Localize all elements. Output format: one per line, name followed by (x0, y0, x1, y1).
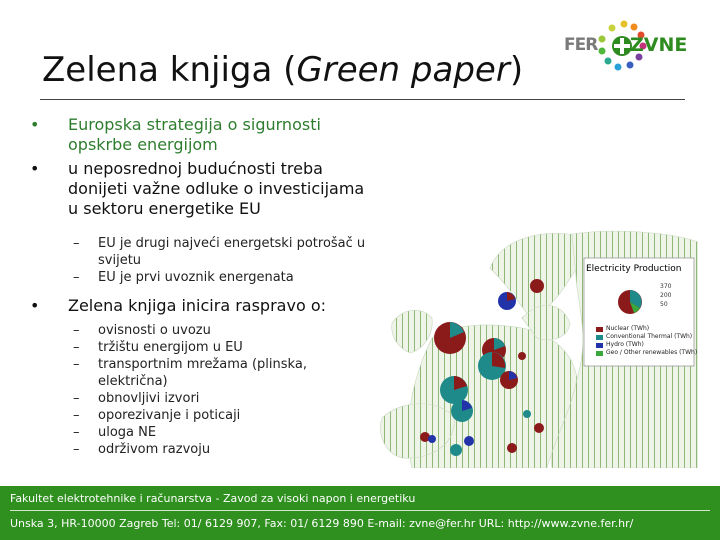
subbullet-text: obnovljivi izvori (98, 391, 200, 406)
subbullet-text: EU je drugi najveći energetski potrošač u (98, 236, 366, 251)
subbullet-text: ovisnosti o uvozu (98, 323, 211, 338)
footer-bar (0, 486, 720, 540)
bullet-item (30, 115, 375, 155)
bullet-text: Europska strategija o sigurnosti (68, 115, 321, 134)
bullet-marker: • (30, 296, 40, 315)
bullet-text: u neposrednoj budućnosti treba (68, 159, 323, 178)
legend-item: Hydro (TWh) (606, 341, 644, 348)
dash-marker: – (73, 442, 80, 457)
subbullet-text: EU je prvi uvoznik energenata (98, 270, 294, 285)
subbullet-text: oporezivanje i poticaji (98, 408, 241, 423)
slide-content (30, 115, 375, 458)
bullet-text: Zelena knjiga inicira raspravo o: (68, 296, 326, 315)
pie-marker (530, 279, 544, 293)
footer-institution: Fakultet elektrotehnike i računarstva - Zavod za visoki napon i energetiku (10, 492, 416, 505)
subbullet-item (30, 322, 375, 339)
pie-marker (518, 352, 526, 360)
pie-marker (428, 435, 436, 443)
bullet-item (30, 159, 375, 219)
bullet-marker: • (30, 159, 40, 178)
pie-marker (534, 423, 544, 433)
legend-scale-label: 50 (660, 301, 668, 308)
subbullet-item (30, 407, 375, 424)
dash-marker: – (73, 425, 80, 440)
fer-zvne-logo (560, 18, 690, 74)
pie-marker (440, 376, 468, 404)
bullet-text: donijeti važne odluke o investicijama (68, 179, 365, 198)
dash-marker: – (73, 270, 80, 285)
footer-divider (10, 510, 710, 511)
pie-marker (450, 444, 462, 456)
pie-marker (507, 443, 517, 453)
bullet-text: opskrbe energijom (68, 135, 218, 154)
pie-marker (451, 400, 473, 422)
subbullet-text: svijetu (98, 253, 142, 268)
dash-marker: – (73, 236, 80, 251)
europe-electricity-map (372, 228, 698, 468)
pie-marker (464, 436, 474, 446)
subbullet-text: uloga NE (98, 425, 157, 440)
dash-marker: – (73, 408, 80, 423)
legend-scale-label: 200 (660, 292, 672, 299)
pie-marker (523, 410, 531, 418)
subbullet-text: održivom razvoju (98, 442, 211, 457)
subbullet-item (30, 441, 375, 458)
bullet-marker: • (30, 115, 40, 134)
title-divider (40, 99, 685, 100)
legend-item: Geo / Other renewables (TWh) (606, 349, 698, 356)
legend-scale-label: 370 (660, 283, 672, 290)
slide-title (42, 50, 523, 90)
logo-zvne-text: ZVNE (630, 34, 688, 56)
title-end: ) (509, 50, 524, 90)
dash-marker: – (73, 340, 80, 355)
legend-item: Conventional Thermal (TWh) (606, 333, 693, 340)
title-italic: Green paper (296, 50, 510, 90)
logo-fer-text: FER (564, 35, 598, 55)
subbullet-item (30, 390, 375, 407)
legend-title: Electricity Production (586, 264, 682, 274)
subbullet-item (30, 424, 375, 441)
subbullet-item (30, 235, 375, 269)
dash-marker: – (73, 391, 80, 406)
pie-marker (498, 292, 516, 310)
subbullet-item (30, 269, 375, 286)
subbullet-text: transportnim mrežama (plinska, električna) (98, 357, 307, 389)
bullet-item (30, 296, 375, 316)
title-main: Zelena knjiga ( (42, 50, 297, 90)
dash-marker: – (73, 357, 80, 372)
subbullet-text: tržištu energijom u EU (98, 340, 243, 355)
pie-marker (434, 322, 466, 354)
legend-pie (618, 290, 642, 314)
dash-marker: – (73, 323, 80, 338)
subbullet-item (30, 339, 375, 356)
pie-marker (500, 371, 518, 389)
legend-item: Nuclear (TWh) (606, 325, 650, 332)
bullet-text: u sektoru energetike EU (68, 199, 261, 218)
footer-contact: Unska 3, HR-10000 Zagreb Tel: 01/ 6129 907, Fax: 01/ 6129 890 E-mail: zvne@fer.hr URL: http://www.zvne.fer.hr/ (10, 517, 634, 530)
subbullet-item (30, 356, 375, 390)
